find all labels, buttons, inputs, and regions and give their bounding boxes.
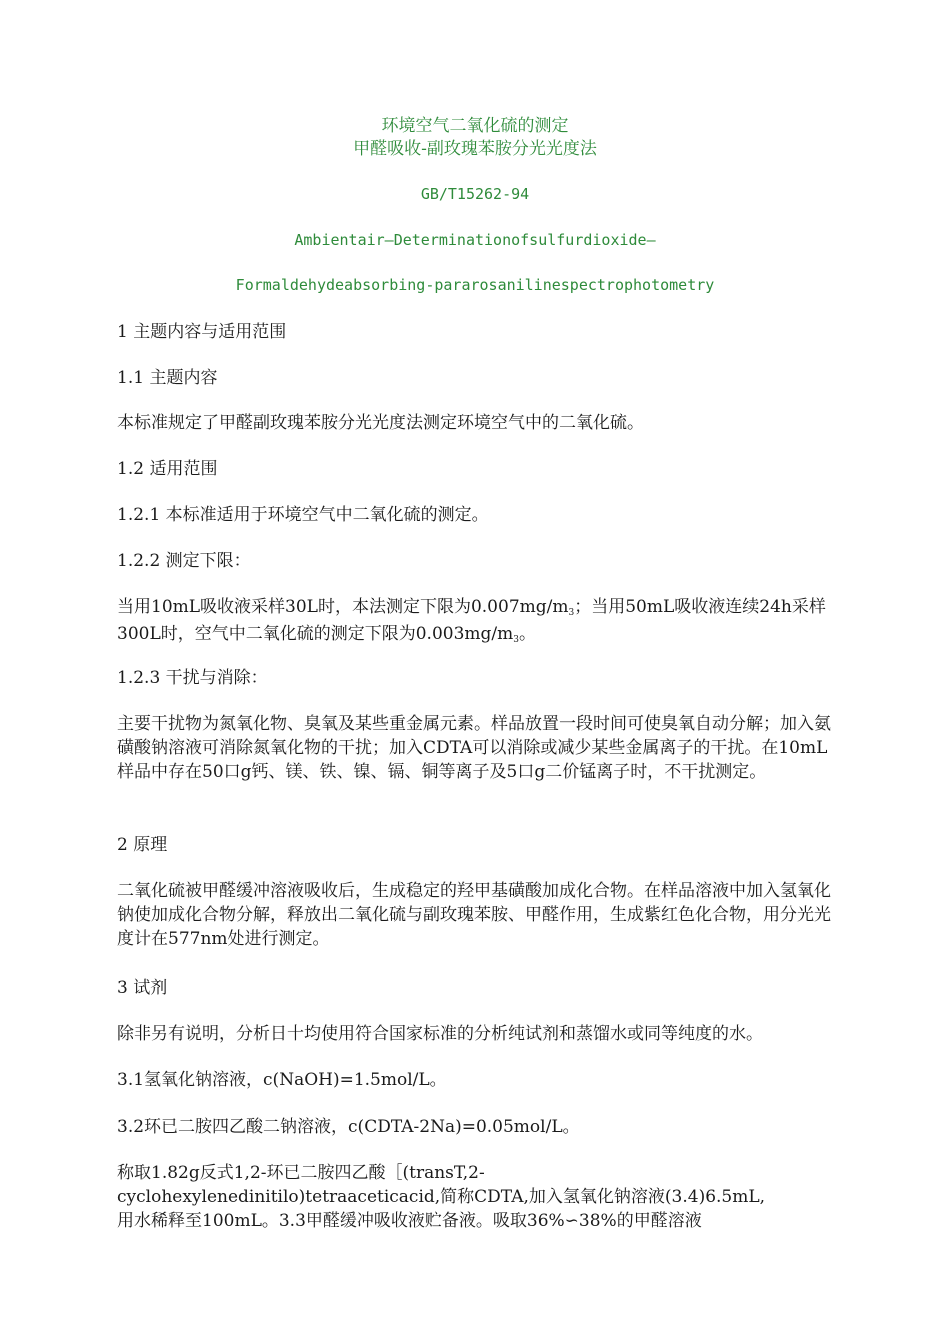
section-1-1-heading: 1.1 主题内容 (117, 368, 218, 388)
section-1-1-text: 本标准规定了甲醛副玫瑰苯胺分光光度法测定环境空气中的二氧化硫。 (117, 413, 644, 433)
detection-limit-text-a: 当用10mL吸收液采样30L时，本法测定下限为0.007mg/m (117, 597, 569, 617)
section-1-2-2-text (117, 595, 839, 649)
standard-code: GB/T15262-94 (420, 185, 530, 203)
subscript-3: 3 (513, 635, 519, 645)
section-3-text: 除非另有说明，分析日十均使用符合国家标准的分析纯试剂和蒸馏水或同等纯度的水。 (117, 1024, 763, 1044)
section-3-1-text: 3.1氢氧化钠溶液，c(NaOH)=1.5mol/L。 (117, 1070, 447, 1090)
section-2-text: 二氧化硫被甲醛缓冲溶液吸收后，生成稳定的羟甲基磺酸加成化合物。在样品溶液中加入氢氧化钠使加成化合物分解，释放出二氧化硫与副玫瑰苯胺、甲醛作用，生成紫红色化合物，用分光光度计在577nm处进行测定。 (117, 881, 831, 949)
section-1-2-2-heading: 1.2.2 测定下限： (117, 551, 251, 571)
section-1-heading: 1 主题内容与适用范围 (117, 322, 287, 342)
english-title-line2: Formaldehydeabsorbing-pararosanilinespectrophotometry (235, 276, 715, 294)
section-3-2-detail-line3: 用水稀释至100mL。3.3甲醛缓冲吸收液贮备液。吸取36%∽38%的甲醛溶液 (117, 1211, 702, 1231)
section-2-heading: 2 原理 (117, 835, 168, 855)
section-3-2-text: 3.2环已二胺四乙酸二钠溶液，c(CDTA-2Na)=0.05mol/L。 (117, 1117, 580, 1137)
english-title-line1: Ambientair—Determinationofsulfurdioxide— (294, 231, 656, 249)
section-1-2-heading: 1.2 适用范围 (117, 459, 218, 479)
section-3-2-detail-line2: cyclohexylenedinitilo)tetraaceticacid,简称CDTA,加入氢氧化钠溶液(3.4)6.5mL, (117, 1187, 766, 1207)
section-3-heading: 3 试剂 (117, 978, 168, 998)
section-1-2-1-text: 1.2.1 本标准适用于环境空气中二氧化硫的测定。 (117, 505, 489, 525)
detection-limit-text-b: ；当用50mL吸收液连续24h采样300L时，空气中二氧化硫的测定下限为0.003mg/m (117, 597, 826, 644)
section-1-2-3-heading: 1.2.3 干扰与消除： (117, 668, 268, 688)
section-1-2-3-text: 主要干扰物为氮氧化物、臭氧及某些重金属元素。样品放置一段时间可使臭氧自动分解；加入氨磺酸钠溶液可消除氮氧化物的干扰；加入CDTA可以消除或减少某些金属离子的干扰。在10mL样品中存在50口g钙、镁、铁、镍、镉、铜等离子及5口g二价锰离子时，不干扰测定。 (117, 714, 831, 782)
document-title: 环境空气二氧化硫的测定 (381, 116, 569, 136)
detection-limit-text-c: 。 (519, 624, 536, 644)
document-subtitle: 甲醛吸收-副玫瑰苯胺分光光度法 (353, 139, 597, 159)
subscript-3: 3 (568, 608, 575, 618)
section-3-2-detail-line1: 称取1.82g反式1,2-环已二胺四乙酸［(transT,2- (117, 1163, 485, 1183)
